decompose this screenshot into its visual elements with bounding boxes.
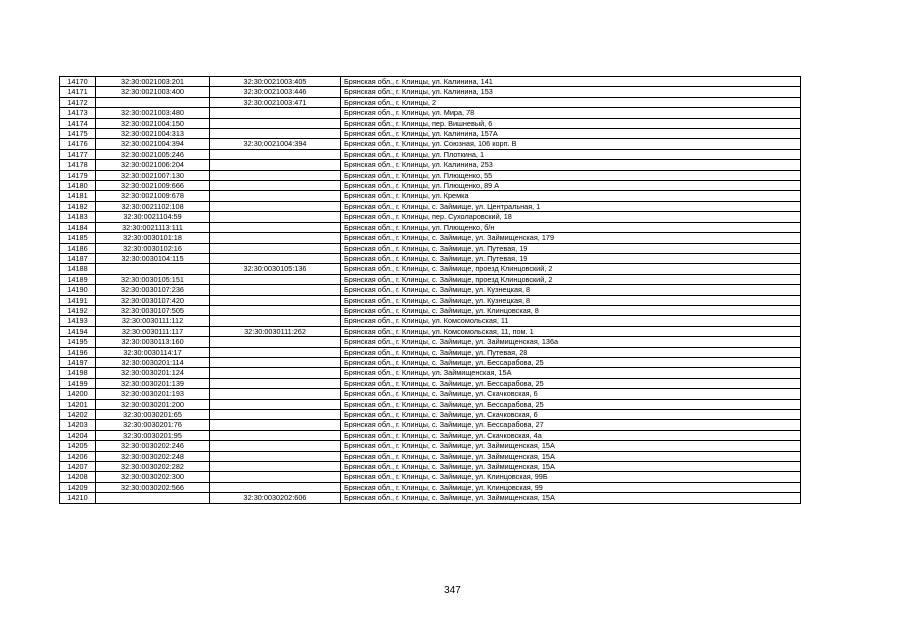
address-cell: Брянская обл., г. Клинцы, с. Займище, ул. Займищенская, 15А — [341, 462, 801, 472]
related-cadastral-number-cell — [210, 201, 341, 211]
cadastral-number-cell: 32:30:0030201:114 — [96, 357, 210, 367]
table-row — [60, 108, 801, 118]
related-cadastral-number-cell — [210, 472, 341, 482]
table-row — [60, 482, 801, 492]
address-cell: Брянская обл., г. Клинцы, с. Займище, ул. Путевая, 19 — [341, 243, 801, 253]
row-number-cell: 14186 — [60, 243, 96, 253]
cadastral-number-cell: 32:30:0030107:505 — [96, 305, 210, 315]
table-row — [60, 222, 801, 232]
cadastral-number-cell: 32:30:0030201:139 — [96, 378, 210, 388]
cadastral-number-cell: 32:30:0021007:130 — [96, 170, 210, 180]
row-number-cell: 14201 — [60, 399, 96, 409]
row-number-cell: 14206 — [60, 451, 96, 461]
row-number-cell: 14180 — [60, 181, 96, 191]
row-number-cell: 14208 — [60, 472, 96, 482]
row-number-cell: 14187 — [60, 253, 96, 263]
row-number-cell: 14191 — [60, 295, 96, 305]
address-cell: Брянская обл., г. Клинцы, с. Займище, ул. Путевая, 19 — [341, 253, 801, 263]
table-row — [60, 420, 801, 430]
row-number-cell: 14178 — [60, 160, 96, 170]
cadastral-number-cell: 32:30:0021113:111 — [96, 222, 210, 232]
address-cell: Брянская обл., г. Клинцы, с. Займище, ул. Займищенская, 136а — [341, 337, 801, 347]
table-row — [60, 274, 801, 284]
cadastral-number-cell: 32:30:0030201:193 — [96, 389, 210, 399]
address-cell: Брянская обл., г. Клинцы, ул. Плющенко, б/н — [341, 222, 801, 232]
cadastral-number-cell: 32:30:0030113:160 — [96, 337, 210, 347]
cadastral-number-cell: 32:30:0021003:400 — [96, 87, 210, 97]
table-row — [60, 191, 801, 201]
table-row — [60, 264, 801, 274]
row-number-cell: 14179 — [60, 170, 96, 180]
related-cadastral-number-cell: 32:30:0021003:405 — [210, 77, 341, 87]
address-cell: Брянская обл., г. Клинцы, с. Займище, ул. Скачковская, 6 — [341, 389, 801, 399]
cadastral-number-cell: 32:30:0021004:394 — [96, 139, 210, 149]
table-row — [60, 170, 801, 180]
address-cell: Брянская обл., г. Клинцы, с. Займище, проезд Клинцовский, 2 — [341, 264, 801, 274]
address-cell: Брянская обл., г. Клинцы, с. Займище, ул. Клинцовская, 8 — [341, 305, 801, 315]
row-number-cell: 14209 — [60, 482, 96, 492]
row-number-cell: 14170 — [60, 77, 96, 87]
table-row — [60, 410, 801, 420]
address-cell: Брянская обл., г. Клинцы, с. Займище, ул. Скачковская, 4а — [341, 430, 801, 440]
table-row — [60, 451, 801, 461]
row-number-cell: 14190 — [60, 285, 96, 295]
address-cell: Брянская обл., г. Клинцы, ул. Кремка — [341, 191, 801, 201]
related-cadastral-number-cell: 32:30:0021004:394 — [210, 139, 341, 149]
table-row — [60, 149, 801, 159]
row-number-cell: 14203 — [60, 420, 96, 430]
table-row — [60, 181, 801, 191]
row-number-cell: 14176 — [60, 139, 96, 149]
table-row — [60, 233, 801, 243]
related-cadastral-number-cell — [210, 191, 341, 201]
row-number-cell: 14189 — [60, 274, 96, 284]
address-cell: Брянская обл., г. Клинцы, ул. Комсомольская, 11, пом. 1 — [341, 326, 801, 336]
table-row — [60, 337, 801, 347]
table-row — [60, 77, 801, 87]
row-number-cell: 14174 — [60, 118, 96, 128]
related-cadastral-number-cell — [210, 295, 341, 305]
address-cell: Брянская обл., г. Клинцы, с. Займище, ул. Центральная, 1 — [341, 201, 801, 211]
address-cell: Брянская обл., г. Клинцы, с. Займище, ул. Займищенская, 15А — [341, 451, 801, 461]
cadastral-number-cell: 32:30:0021003:480 — [96, 108, 210, 118]
cadastral-number-cell: 32:30:0030201:76 — [96, 420, 210, 430]
related-cadastral-number-cell — [210, 274, 341, 284]
cadastral-number-cell: 32:30:0030101:18 — [96, 233, 210, 243]
row-number-cell: 14200 — [60, 389, 96, 399]
cadastral-number-cell: 32:30:0030202:300 — [96, 472, 210, 482]
address-cell: Брянская обл., г. Клинцы, с. Займище, ул. Займищенская, 15А — [341, 441, 801, 451]
table-row — [60, 97, 801, 107]
address-cell: Брянская обл., г. Клинцы, с. Займище, ул. Займищенская, 15А — [341, 493, 801, 503]
cadastral-number-cell: 32:30:0021009:666 — [96, 181, 210, 191]
related-cadastral-number-cell — [210, 347, 341, 357]
related-cadastral-number-cell — [210, 410, 341, 420]
related-cadastral-number-cell — [210, 108, 341, 118]
cadastral-number-cell: 32:30:0030105:151 — [96, 274, 210, 284]
table-row — [60, 295, 801, 305]
registry-table-body — [60, 77, 801, 504]
table-row — [60, 160, 801, 170]
address-cell: Брянская обл., г. Клинцы, ул. Союзная, 106 корп. В — [341, 139, 801, 149]
table-row — [60, 326, 801, 336]
related-cadastral-number-cell — [210, 420, 341, 430]
cadastral-number-cell: 32:30:0030107:236 — [96, 285, 210, 295]
related-cadastral-number-cell — [210, 378, 341, 388]
cadastral-number-cell: 32:30:0030104:115 — [96, 253, 210, 263]
cadastral-number-cell: 32:30:0021104:59 — [96, 212, 210, 222]
row-number-cell: 14207 — [60, 462, 96, 472]
related-cadastral-number-cell — [210, 441, 341, 451]
cadastral-number-cell: 32:30:0030202:282 — [96, 462, 210, 472]
address-cell: Брянская обл., г. Клинцы, с. Займище, ул. Займищенская, 179 — [341, 233, 801, 243]
row-number-cell: 14196 — [60, 347, 96, 357]
row-number-cell: 14182 — [60, 201, 96, 211]
cadastral-number-cell: 32:30:0030202:246 — [96, 441, 210, 451]
related-cadastral-number-cell — [210, 462, 341, 472]
table-row — [60, 243, 801, 253]
table-row — [60, 212, 801, 222]
row-number-cell: 14185 — [60, 233, 96, 243]
related-cadastral-number-cell — [210, 222, 341, 232]
cadastral-number-cell: 32:30:0030202:248 — [96, 451, 210, 461]
address-cell: Брянская обл., г. Клинцы, ул. Плоткина, 1 — [341, 149, 801, 159]
property-registry-table — [59, 76, 801, 504]
table-row — [60, 347, 801, 357]
table-row — [60, 87, 801, 97]
related-cadastral-number-cell — [210, 118, 341, 128]
row-number-cell: 14171 — [60, 87, 96, 97]
related-cadastral-number-cell — [210, 389, 341, 399]
related-cadastral-number-cell — [210, 285, 341, 295]
address-cell: Брянская обл., г. Клинцы, ул. Калинина, 141 — [341, 77, 801, 87]
address-cell: Брянская обл., г. Клинцы, ул. Калинина, 153 — [341, 87, 801, 97]
related-cadastral-number-cell — [210, 129, 341, 139]
address-cell: Брянская обл., г. Клинцы, пер. Вишневый, 6 — [341, 118, 801, 128]
related-cadastral-number-cell — [210, 316, 341, 326]
page-number: 347 — [444, 585, 461, 596]
address-cell: Брянская обл., г. Клинцы, ул. Плющенко, 55 — [341, 170, 801, 180]
related-cadastral-number-cell — [210, 170, 341, 180]
address-cell: Брянская обл., г. Клинцы, с. Займище, ул. Бессарабова, 25 — [341, 357, 801, 367]
related-cadastral-number-cell: 32:30:0021003:446 — [210, 87, 341, 97]
related-cadastral-number-cell — [210, 160, 341, 170]
row-number-cell: 14193 — [60, 316, 96, 326]
cadastral-number-cell: 32:30:0030114:17 — [96, 347, 210, 357]
row-number-cell: 14177 — [60, 149, 96, 159]
row-number-cell: 14210 — [60, 493, 96, 503]
table-row — [60, 389, 801, 399]
row-number-cell: 14195 — [60, 337, 96, 347]
cadastral-number-cell: 32:30:0021102:108 — [96, 201, 210, 211]
address-cell: Брянская обл., г. Клинцы, ул. Калинина, 157А — [341, 129, 801, 139]
related-cadastral-number-cell — [210, 233, 341, 243]
row-number-cell: 14183 — [60, 212, 96, 222]
row-number-cell: 14181 — [60, 191, 96, 201]
table-row — [60, 201, 801, 211]
cadastral-number-cell: 32:30:0021009:678 — [96, 191, 210, 201]
cadastral-number-cell: 32:30:0030201:200 — [96, 399, 210, 409]
table-row — [60, 316, 801, 326]
row-number-cell: 14172 — [60, 97, 96, 107]
address-cell: Брянская обл., г. Клинцы, с. Займище, ул. Бессарабова, 25 — [341, 399, 801, 409]
related-cadastral-number-cell — [210, 181, 341, 191]
address-cell: Брянская обл., г. Клинцы, с. Займище, ул. Клинцовская, 99 — [341, 482, 801, 492]
row-number-cell: 14175 — [60, 129, 96, 139]
row-number-cell: 14205 — [60, 441, 96, 451]
address-cell: Брянская обл., г. Клинцы, с. Займище, ул. Скачковская, 6 — [341, 410, 801, 420]
cadastral-number-cell — [96, 493, 210, 503]
related-cadastral-number-cell — [210, 451, 341, 461]
address-cell: Брянская обл., г. Клинцы, с. Займище, ул. Кузнецкая, 8 — [341, 285, 801, 295]
cadastral-number-cell: 32:30:0030201:95 — [96, 430, 210, 440]
row-number-cell: 14184 — [60, 222, 96, 232]
table-row — [60, 493, 801, 503]
row-number-cell: 14199 — [60, 378, 96, 388]
related-cadastral-number-cell — [210, 212, 341, 222]
table-row — [60, 462, 801, 472]
table-row — [60, 118, 801, 128]
cadastral-number-cell: 32:30:0030202:566 — [96, 482, 210, 492]
address-cell: Брянская обл., г. Клинцы, с. Займище, ул. Бессарабова, 25 — [341, 378, 801, 388]
related-cadastral-number-cell — [210, 243, 341, 253]
table-row — [60, 305, 801, 315]
cadastral-number-cell: 32:30:0021004:150 — [96, 118, 210, 128]
cadastral-number-cell — [96, 97, 210, 107]
address-cell: Брянская обл., г. Клинцы, ул. Плющенко, 89 А — [341, 181, 801, 191]
address-cell: Брянская обл., г. Клинцы, 2 — [341, 97, 801, 107]
cadastral-number-cell: 32:30:0030102:16 — [96, 243, 210, 253]
address-cell: Брянская обл., г. Клинцы, ул. Займищенская, 15А — [341, 368, 801, 378]
related-cadastral-number-cell — [210, 482, 341, 492]
table-row — [60, 399, 801, 409]
table-row — [60, 253, 801, 263]
cadastral-number-cell: 32:30:0021003:201 — [96, 77, 210, 87]
cadastral-number-cell: 32:30:0021006:204 — [96, 160, 210, 170]
table-row — [60, 378, 801, 388]
table-row — [60, 472, 801, 482]
cadastral-number-cell: 32:30:0021005:246 — [96, 149, 210, 159]
address-cell: Брянская обл., г. Клинцы, ул. Комсомольская, 11 — [341, 316, 801, 326]
cadastral-number-cell — [96, 264, 210, 274]
cadastral-number-cell: 32:30:0021004:313 — [96, 129, 210, 139]
table-row — [60, 129, 801, 139]
address-cell: Брянская обл., г. Клинцы, с. Займище, ул. Бессарабова, 27 — [341, 420, 801, 430]
related-cadastral-number-cell: 32:30:0021003:471 — [210, 97, 341, 107]
address-cell: Брянская обл., г. Клинцы, с. Займище, ул. Клинцовская, 99Б — [341, 472, 801, 482]
related-cadastral-number-cell — [210, 399, 341, 409]
related-cadastral-number-cell — [210, 430, 341, 440]
cadastral-number-cell: 32:30:0030111:117 — [96, 326, 210, 336]
related-cadastral-number-cell: 32:30:0030202:606 — [210, 493, 341, 503]
row-number-cell: 14188 — [60, 264, 96, 274]
table-row — [60, 441, 801, 451]
cadastral-number-cell: 32:30:0030201:124 — [96, 368, 210, 378]
related-cadastral-number-cell — [210, 253, 341, 263]
row-number-cell: 14197 — [60, 357, 96, 367]
address-cell: Брянская обл., г. Клинцы, пер. Сухоларовский, 18 — [341, 212, 801, 222]
row-number-cell: 14202 — [60, 410, 96, 420]
cadastral-number-cell: 32:30:0030201:65 — [96, 410, 210, 420]
address-cell: Брянская обл., г. Клинцы, ул. Мира, 78 — [341, 108, 801, 118]
table-row — [60, 430, 801, 440]
row-number-cell: 14173 — [60, 108, 96, 118]
row-number-cell: 14192 — [60, 305, 96, 315]
related-cadastral-number-cell — [210, 357, 341, 367]
address-cell: Брянская обл., г. Клинцы, с. Займище, проезд Клинцовский, 2 — [341, 274, 801, 284]
address-cell: Брянская обл., г. Клинцы, ул. Калинина, 253 — [341, 160, 801, 170]
row-number-cell: 14198 — [60, 368, 96, 378]
table-row — [60, 368, 801, 378]
cadastral-number-cell: 32:30:0030107:420 — [96, 295, 210, 305]
table-row — [60, 357, 801, 367]
cadastral-number-cell: 32:30:0030111:112 — [96, 316, 210, 326]
related-cadastral-number-cell: 32:30:0030111:262 — [210, 326, 341, 336]
row-number-cell: 14204 — [60, 430, 96, 440]
related-cadastral-number-cell — [210, 337, 341, 347]
table-row — [60, 285, 801, 295]
related-cadastral-number-cell — [210, 305, 341, 315]
address-cell: Брянская обл., г. Клинцы, с. Займище, ул. Кузнецкая, 8 — [341, 295, 801, 305]
address-cell: Брянская обл., г. Клинцы, с. Займище, ул. Путевая, 28 — [341, 347, 801, 357]
row-number-cell: 14194 — [60, 326, 96, 336]
table-row — [60, 139, 801, 149]
related-cadastral-number-cell — [210, 368, 341, 378]
related-cadastral-number-cell — [210, 149, 341, 159]
related-cadastral-number-cell: 32:30:0030105:136 — [210, 264, 341, 274]
